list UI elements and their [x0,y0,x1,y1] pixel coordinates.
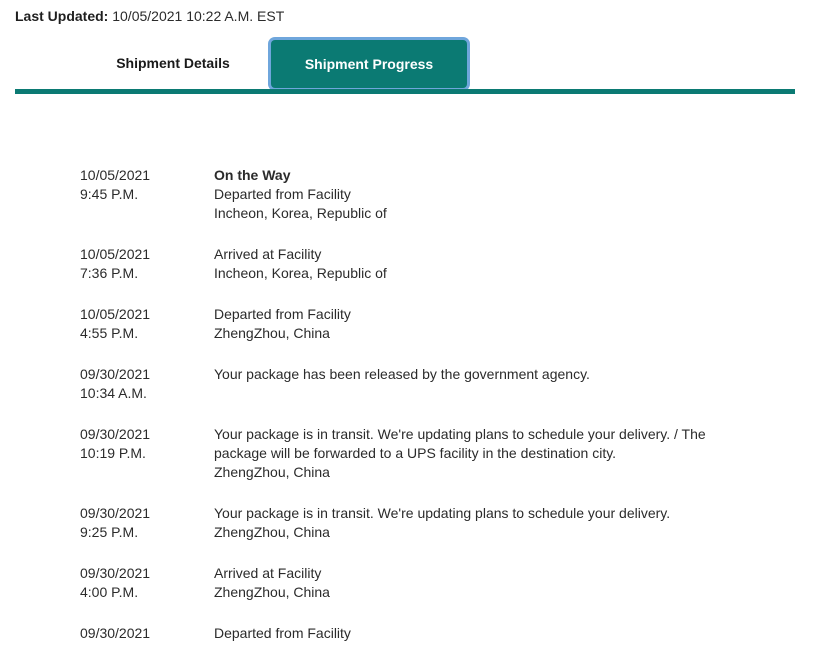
event-detail [214,365,714,403]
event-date: 09/30/2021 [80,505,151,521]
event-description: Arrived at Facility [214,565,322,581]
progress-event [80,245,740,283]
event-location: ZhengZhou, China [214,464,330,480]
event-description: Your package is in transit. We're updating plans to schedule your delivery. [214,505,671,521]
event-timestamp [80,624,214,643]
event-date: 10/05/2021 [80,246,151,262]
event-timestamp [80,245,214,283]
event-timestamp [80,305,214,343]
event-description: Your package has been released by the government agency. [214,366,590,382]
event-time: 10:19 P.M. [80,445,146,461]
event-detail [214,624,714,643]
event-date: 09/30/2021 [80,565,151,581]
event-timestamp [80,425,214,482]
event-location: ZhengZhou, China [214,524,330,540]
progress-event [80,425,740,482]
event-location: ZhengZhou, China [214,325,330,341]
event-detail [214,245,714,283]
event-date: 09/30/2021 [80,426,151,442]
event-time: 9:45 P.M. [80,186,139,202]
event-detail [214,504,714,542]
event-description: Departed from Facility [214,306,351,322]
event-time: 7:36 P.M. [80,265,139,281]
event-date: 10/05/2021 [80,306,151,322]
event-timestamp [80,166,214,223]
last-updated [15,7,284,25]
event-date: 09/30/2021 [80,625,151,641]
event-timestamp [80,564,214,602]
event-description: Arrived at Facility [214,246,322,262]
event-detail [214,305,714,343]
event-description: Departed from Facility [214,186,351,202]
progress-event [80,624,740,643]
tab-underline [15,89,795,94]
event-timestamp [80,504,214,542]
event-detail [214,425,714,482]
event-location: Incheon, Korea, Republic of [214,265,387,281]
progress-event [80,504,740,542]
event-detail [214,166,714,223]
tab-bar [15,37,795,94]
event-timestamp [80,365,214,403]
event-description: Departed from Facility [214,625,351,641]
event-time: 9:25 P.M. [80,524,139,540]
event-time: 4:55 P.M. [80,325,139,341]
event-time: 4:00 P.M. [80,584,139,600]
last-updated-value: 10/05/2021 10:22 A.M. EST [112,8,285,24]
progress-event [80,166,740,223]
progress-event [80,305,740,343]
event-location: Incheon, Korea, Republic of [214,205,387,221]
progress-event [80,365,740,403]
event-detail [214,564,714,602]
event-description: Your package is in transit. We're updating plans to schedule your delivery. / The package will be forwarded to a UPS facility in the destination city. [214,426,706,461]
event-date: 10/05/2021 [80,167,151,183]
last-updated-label: Last Updated: [15,8,109,24]
event-status: On the Way [214,167,291,183]
shipment-progress-list [80,166,740,665]
event-location: ZhengZhou, China [214,584,330,600]
tab-shipment-progress[interactable]: Shipment Progress [271,40,467,88]
event-date: 09/30/2021 [80,366,151,382]
tab-shipment-details[interactable]: Shipment Details [116,55,230,71]
progress-event [80,564,740,602]
event-time: 10:34 A.M. [80,385,147,401]
